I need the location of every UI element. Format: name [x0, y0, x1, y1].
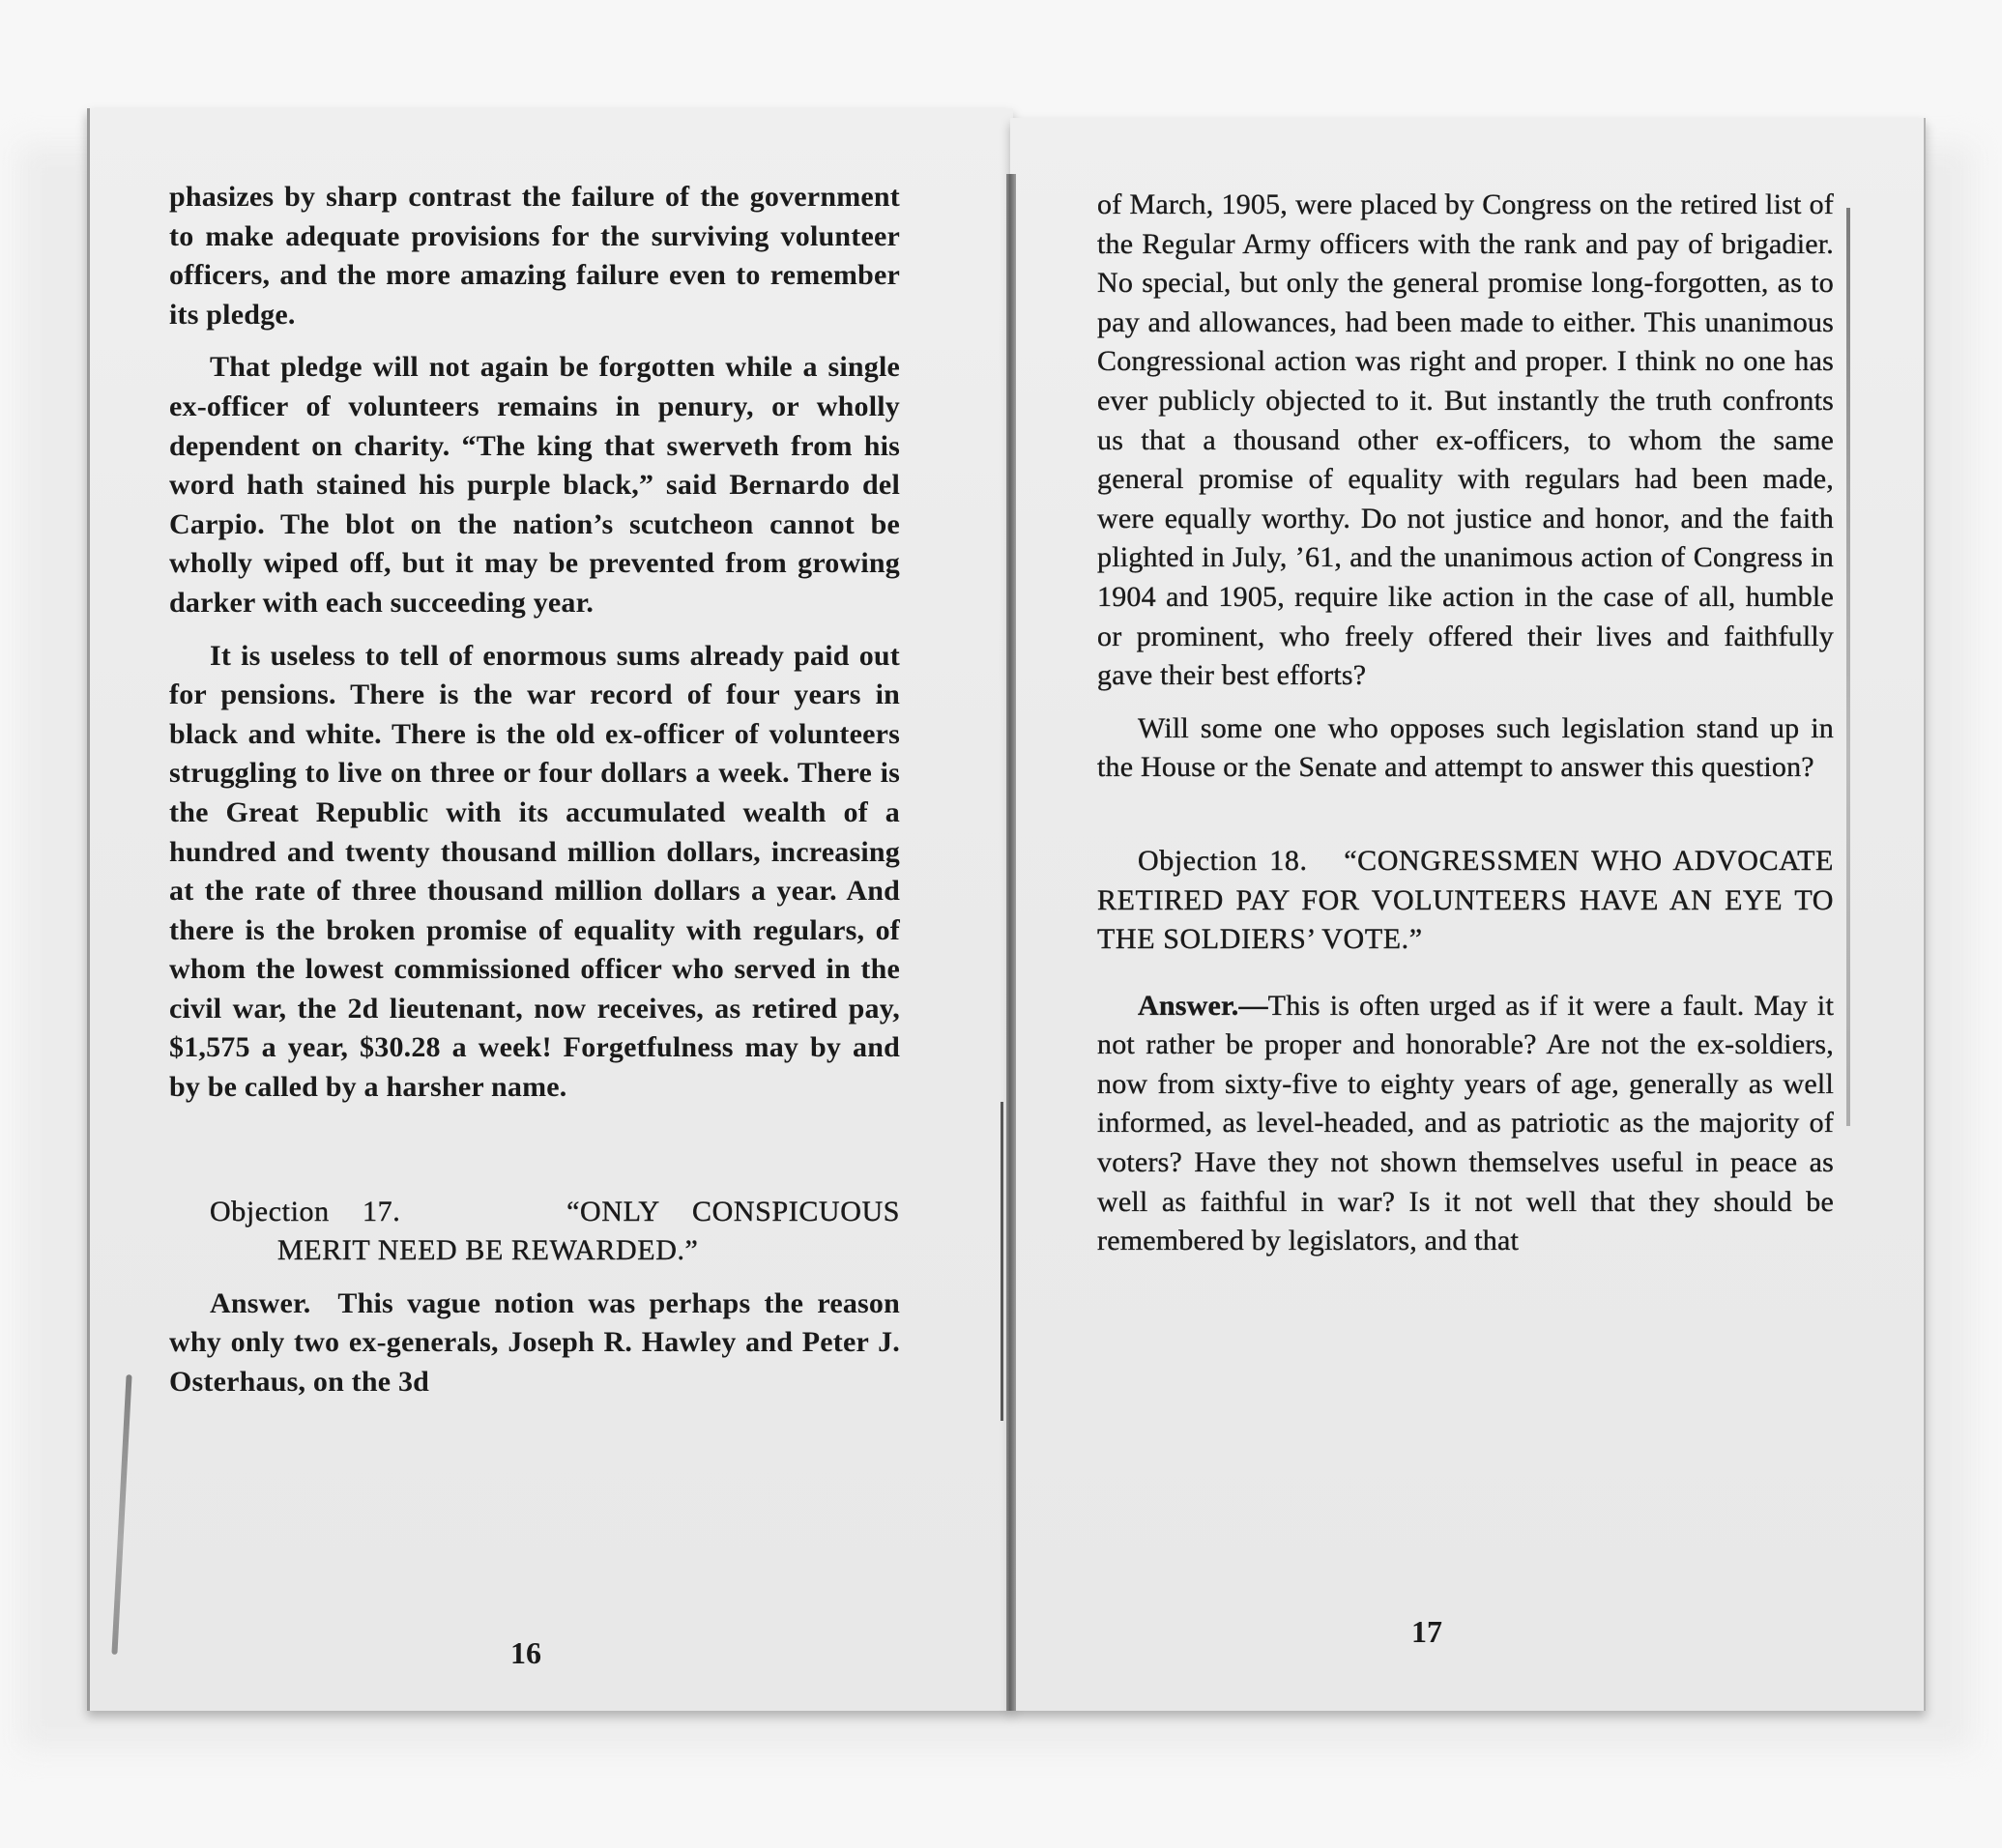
- objection-17-heading: [169, 1193, 900, 1271]
- objection-17-line-1: [169, 1193, 900, 1232]
- margin-pencil-mark-left: [111, 1374, 131, 1655]
- gutter-pencil-mark: [1001, 1102, 1003, 1421]
- paragraph-pledge: That pledge will not again be forgotten while a single ex-officer of volunteers remains in penury, or wholly dependent on charity. “The king that swerveth from his word hath stained his purple black,” said Bernardo del Carpio. The blot on the nation’s scutcheon cannot be wholly wiped off, but it may be prevented from growing darker with each succeeding year.: [169, 351, 900, 619]
- objection-18-label: Objection 18.: [1138, 844, 1308, 877]
- objection-18-heading: [1097, 842, 1834, 960]
- open-pamphlet: [87, 97, 1924, 1711]
- paragraph-will-some-one: Will some one who opposes such legislation stand up in the House or the Senate and attempt to answer this question?: [1097, 711, 1834, 784]
- objection-17-quote-line-2: MERIT NEED BE REWARDED.”: [277, 1234, 699, 1267]
- paragraph-march-1905: of March, 1905, were placed by Congress on the retired list of the Regular Army officers with the rank and pay of brigadier. No special, but only the general promise long-forgotten, as to pay and allowances, had been made to either. This unanimous Congressional action was right and proper. I think no one has ever publicly objected to it. But instantly the truth confronts us that a thousand other ex-officers, to whom the same general promise of equality with regulars had been made, were equally worthy. Do not justice and honor, and the faith plighted in July, ’61, and the unanimous action of Congress in 1904 and 1905, require like action in the case of all, humble or prominent, who freely offered their lives and faithfully gave their best efforts?: [1097, 188, 1834, 692]
- page-number-left: 16: [510, 1635, 541, 1670]
- left-page-text-column: [169, 178, 900, 1402]
- book-spine-gutter: [1006, 174, 1016, 1711]
- paragraph-pensions: It is useless to tell of enormous sums already paid out for pensions. There is the war record of four years in black and white. There is the old ex-officer of volunteers struggling to live on three or four dollars a week. There is the Great Republic with its accumulated wealth of a hundred and twenty thousand million dollars, increasing at the rate of three thousand million dollars a year. And there is the broken promise of equality with regulars, of whom the lowest commissioned officer who served in the civil war, the 2d lieutenant, now receives, as retired pay, $1,575 a year, $30.28 a week! Forgetfulness may by and by be called by a harsher name.: [169, 639, 900, 1104]
- objection-18-quote: “CONGRESSMEN WHO ADVOCATE RETIRED PAY FOR VOLUNTEERS HAVE AN EYE TO THE SOLDIERS’ VOTE.”: [1097, 844, 1834, 956]
- objection-17-label: Objection 17.: [210, 1195, 401, 1227]
- answer-17-label: Answer.: [210, 1286, 311, 1319]
- page-number-right: 17: [1411, 1614, 1442, 1649]
- answer-17-text: This vague notion was perhaps the reason why only two ex-generals, Joseph R. Hawley and Peter J. Osterhaus, on the 3d: [169, 1286, 900, 1399]
- answer-17: [169, 1285, 900, 1402]
- answer-18-text: This is often urged as if it were a fault. May it not rather be proper and honorable? Are not the ex-soldiers, now from sixty-five to eighty years of age, generally as well informed, as level-headed, and as patriotic as the majority of voters? Have they not shown themselves useful in peace as well as faithful in war? Is it not well that they should be remembered by legislators, and that: [1097, 989, 1834, 1257]
- objection-17-line-2: [169, 1231, 900, 1271]
- right-page-text-column: [1097, 186, 1834, 1261]
- right-page: [1010, 118, 1926, 1711]
- paragraph-continuation: phasizes by sharp contrast the failure of the government to make adequate provisions for the surviving volunteer officers, and the more amazing failure even to remember its pledge.: [169, 181, 900, 331]
- left-page: [87, 108, 1013, 1711]
- answer-18-label: Answer.—: [1138, 989, 1268, 1022]
- objection-17-quote-line-1: “ONLY CONSPICUOUS: [566, 1195, 901, 1227]
- margin-pencil-mark-right: [1846, 208, 1850, 1126]
- answer-18: [1097, 987, 1834, 1261]
